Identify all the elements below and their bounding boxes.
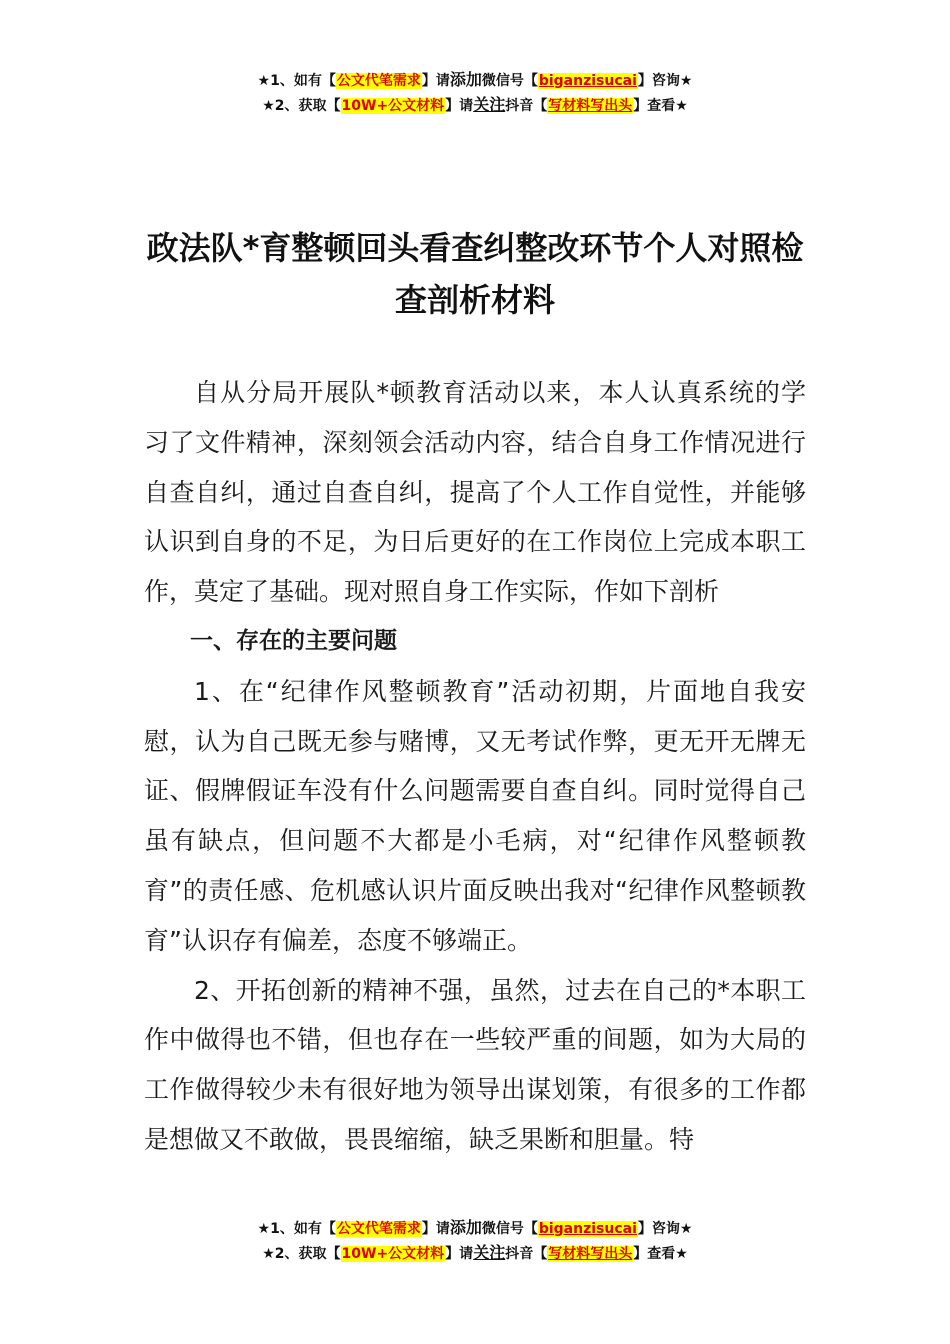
promo-text: 】咨询★ (637, 73, 693, 89)
promo-text: 】咨询★ (637, 1221, 693, 1237)
promo-text: 】请 (421, 73, 450, 89)
section-heading: 一、存在的主要问题 (190, 627, 397, 654)
promo-highlight: 10W+公文材料 (341, 98, 445, 114)
promo-line-2 (0, 1241, 950, 1266)
header-promo-banner (0, 68, 950, 118)
footer-promo-banner (0, 1216, 950, 1266)
promo-emphasis: 添加 (449, 1218, 482, 1237)
promo-text: 】查看★ (633, 1246, 688, 1262)
promo-text: 】请 (445, 98, 474, 114)
promo-line-1 (0, 68, 950, 93)
promo-text: ★2、获取【 (262, 98, 341, 114)
paragraph-issue-2: 2、开拓创新的精神不强，虽然，过去在自己的*本职工作中做得也不错，但也存在一些较严重的间题，如为大局的工作做得较少未有很好地为领导出谋划策，有很多的工作都是想做又不敢做，畏畏缩缩，缺乏果断和胆量。特 (144, 975, 806, 1154)
douyin-id-highlight: 写材料写出头 (548, 98, 633, 114)
promo-text: 抖音【 (505, 1246, 548, 1262)
promo-text: 微信号【 (481, 1221, 538, 1237)
promo-highlight: 10W+公文材料 (341, 1246, 445, 1262)
paragraph-issue-1: 1、在“纪律作风整顿教育”活动初期，片面地自我安慰，认为自己既无参与赌博，又无考试作弊，更无开无牌无证、假牌假证车没有什么问题需要自查自纠。同时觉得自己虽有缺点，但问题不大都是小毛病，对“纪律作风整顿教育”的责任感、危机感认识片面反映出我对“纪律作风整顿教育”认识存有偏差，态度不够端正。 (144, 676, 806, 955)
document-body (144, 368, 806, 1165)
paragraph-intro: 自从分局开展队*顿教育活动以来，本人认真系统的学习了文件精神，深刻领会活动内容，结合自身工作情况进行自查自纠，通过自查自纠，提高了个人工作自觉性，并能够认识到自身的不足，为日后更好的在工作岗位上完成本职工作，莫定了基础。现对照自身工作实际，作如下剖析 (144, 378, 806, 607)
promo-text: 微信号【 (481, 73, 538, 89)
promo-text: ★1、如有【 (257, 73, 336, 89)
promo-line-2 (0, 93, 950, 118)
promo-text: ★1、如有【 (257, 1221, 336, 1237)
promo-text: ★2、获取【 (262, 1246, 341, 1262)
wechat-id-highlight: biganzisucai (538, 73, 637, 89)
promo-highlight: 公文代笔需求 (336, 73, 421, 89)
promo-text: 】请 (421, 1221, 450, 1237)
promo-text: 】查看★ (633, 98, 688, 114)
promo-emphasis: 关注 (473, 95, 506, 114)
document-body-viewport (0, 368, 950, 1210)
promo-text: 抖音【 (505, 98, 548, 114)
document-title: 政法队*育整顿回头看查纠整改环节个人对照检查剖析材料 (146, 229, 804, 319)
wechat-id-highlight: biganzisucai (538, 1221, 637, 1237)
promo-emphasis: 添加 (449, 70, 482, 89)
douyin-id-highlight: 写材料写出头 (548, 1246, 633, 1262)
promo-emphasis: 关注 (473, 1243, 506, 1262)
promo-text: 】请 (445, 1246, 474, 1262)
promo-highlight: 公文代笔需求 (336, 1221, 421, 1237)
promo-line-1 (0, 1216, 950, 1241)
